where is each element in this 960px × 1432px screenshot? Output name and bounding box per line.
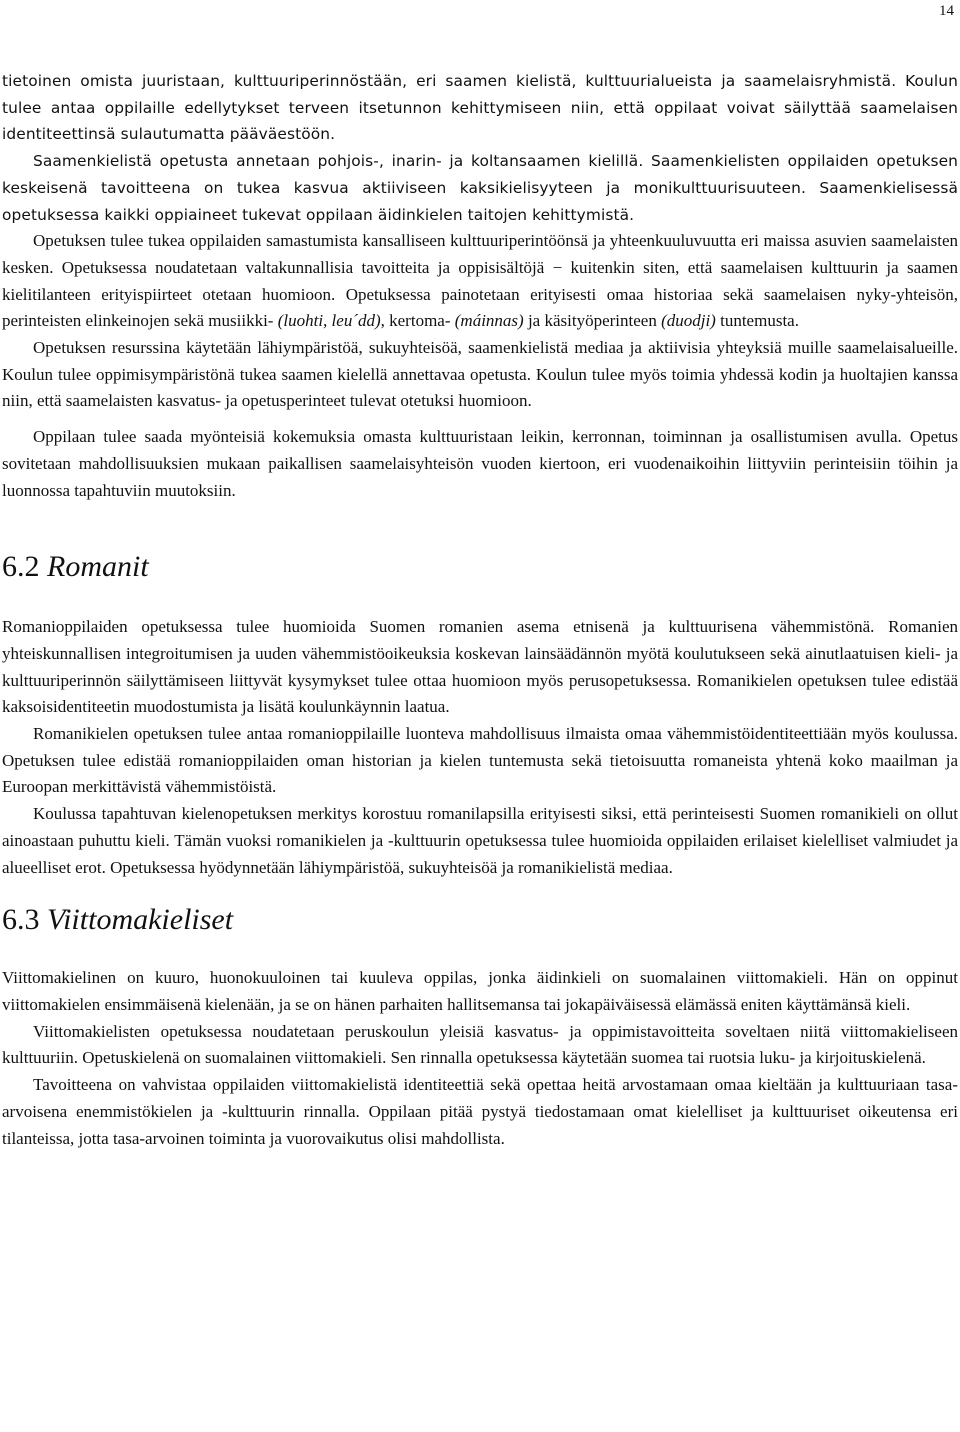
document-body bbox=[2, 68, 958, 1152]
saami-identity-text: Opetuksen tulee tukea oppilaiden samastumista kansalliseen kulttuuriperintöönsä ja yhteenkuuluvuutta eri maissa asuvien saamelaisten kesken. Opetuksessa noudatetaan valtakunnallisia tavoitteita ja oppisisältöjä − kuitenkin siten, että saamelaisen kulttuurin ja saamen kielitilanteen erityispiirteet otetaan huomioon. Opetuksessa painotetaan erityisesti omaa historiaa sekä saamelaisen nyky-yhteisön, perinteisten elinkeinojen sekä musiikki- bbox=[2, 231, 958, 331]
paragraph-roma-identity: Romanikielen opetuksen tulee antaa romanioppilaille luonteva mahdollisuus ilmaista omaa vähemmistöidentiteettiään myös koulussa. Opetuksen tulee edistää romanioppilaiden oman historian ja kielen tuntemusta sekä tietoisuutta romaneista yhtenä koko maailman ja Euroopan merkittävistä vähemmistöistä. bbox=[2, 724, 958, 797]
saami-goals-text: Saamenkielisten oppilaiden opetuksen keskeisenä tavoitteena on tukea kasvua aktiiviseen kaksikielisyyteen ja monikulttuurisuuteen. Saamenkielisessä opetuksessa kaikki oppiaineet tukevat oppilaan äidinkielen taitojen kehittymistä. bbox=[2, 152, 958, 224]
paragraph-roma-language: Koulussa tapahtuvan kielenopetuksen merkitys korostuu romanilapsilla erityisesti siksi, että perinteisesti Suomen romanikieli on ollut ainoastaan puhuttu kieli. Tämän vuoksi romanikielen ja -kulttuurin opetuksessa tulee huomioida oppilaiden erilaiset kielelliset valmiudet ja alueelliset erot. Opetuksessa hyödynnetään lähiympäristöä, sukuyhteisöä ja romanikielistä mediaa. bbox=[2, 804, 958, 877]
saami-identity-text-2: , kertoma- bbox=[380, 311, 455, 331]
paragraph-roma-intro: Romanioppilaiden opetuksessa tulee huomioida Suomen romanien asema etnisenä ja kulttuurisena vähemmistönä. Romanien yhteiskunnallisen integroitumisen ja uuden vähemmistöoikeuksia koskevan lainsäädännön myötä koulutukseen sekä ainutlaatuisen kieli- ja kulttuuriperinnön säilyttämiseen liittyvät kysymykset tulee ottaa huomioon myös perusopetuksessa. Romanikielen opetuksen tulee edistää kaksoisidentiteetin muodostumista ja lisätä koulunkäynnin laatua. bbox=[2, 617, 958, 717]
paragraph-sign-goals: Tavoitteena on vahvistaa oppilaiden viittomakielistä identiteettiä sekä opettaa heitä arvostamaan omaa kieltään ja kulttuuriaan tasa-arvoisena enemmistökielen ja -kulttuurin rinnalla. Oppilaan pitää pystyä tiedostamaan omat kielelliset ja kulttuuriset oikeutensa eri tilanteissa, jotta tasa-arvoinen toiminta ja vuorovaikutus olisi mahdollista. bbox=[2, 1075, 958, 1148]
paragraph-sign-intro: Viittomakielinen on kuuro, huonokuuloinen tai kuuleva oppilas, jonka äidinkieli on suomalainen viittomakieli. Hän on oppinut viittomakielen ensimmäisenä kielenään, ja se on hänen parhaiten hallitsemansa tai jokapäiväisessä elämässä eniten käyttämänsä kieli. bbox=[2, 968, 958, 1014]
paragraph-saami-experiences: Oppilaan tulee saada myönteisiä kokemuksia omasta kulttuuristaan leikin, kerronnan, toiminnan ja osallistumisen avulla. Opetus sovitetaan mahdollisuuksien mukaan paikallisen saamelaisyhteisön vuoden kiertoon, eri vuodenaikoihin liittyviin perinteisiin töihin ja luonnossa tapahtuviin muutoksiin. bbox=[2, 427, 958, 500]
section-title: Romanit bbox=[39, 550, 149, 584]
saami-languages-sentence: Saamenkielistä opetusta annetaan pohjois-, inarin- ja koltansaamen kielillä. bbox=[33, 152, 644, 171]
saami-identity-text-4: tuntemusta. bbox=[715, 311, 799, 331]
saami-identity-text-3: ja käsityöperinteen bbox=[523, 311, 662, 331]
story-term: (máinnas) bbox=[454, 311, 524, 331]
page-number: 14 bbox=[939, 3, 954, 19]
music-terms: (luohti, leu´dd) bbox=[277, 311, 381, 331]
paragraph-saami-intro: tietoinen omista juuristaan, kulttuuriperinnöstään, eri saamen kielistä, kulttuurialueista ja saamelaisryhmistä. Koulun tulee antaa oppilaille edellytykset terveen itsetunnon kehittymiseen niin, että oppilaat voivat säilyttää saamelaisen identiteettinsä sulautumatta pääväestöön. bbox=[2, 72, 958, 144]
section-number: 6.3 bbox=[2, 903, 40, 937]
paragraph-saami-identity bbox=[2, 228, 958, 335]
paragraph-saami-resources: Opetuksen resurssina käytetään lähiympäristöä, sukuyhteisöä, saamenkielistä mediaa ja aktiivisia yhteyksiä muille saamelaisalueille. Koulun tulee oppimisympäristönä tukea saamen kielellä annettavaa opetusta. Koulun tulee myös toimia yhdessä kodin ja huoltajien kanssa niin, että saamelaisten kasvatus- ja opetusperinteet tulevat otetuksi huomioon. bbox=[2, 338, 958, 411]
section-heading-romanit bbox=[2, 550, 958, 584]
section-heading-viittomakieliset bbox=[2, 903, 958, 937]
paragraph-sign-teaching: Viittomakielisten opetuksessa noudatetaan peruskoulun yleisiä kasvatus- ja oppimistavoitteita soveltaen niitä viittomakieliseen kulttuuriin. Opetuskielenä on suomalainen viittomakieli. Sen rinnalla opetuksessa käytetään suomea tai ruotsia luku- ja kirjoituskielenä. bbox=[2, 1021, 958, 1068]
section-number: 6.2 bbox=[2, 550, 40, 584]
paragraph-saami-languages bbox=[2, 148, 958, 228]
section-title: Viittomakieliset bbox=[39, 903, 234, 937]
craft-term: (duodji) bbox=[661, 311, 716, 331]
